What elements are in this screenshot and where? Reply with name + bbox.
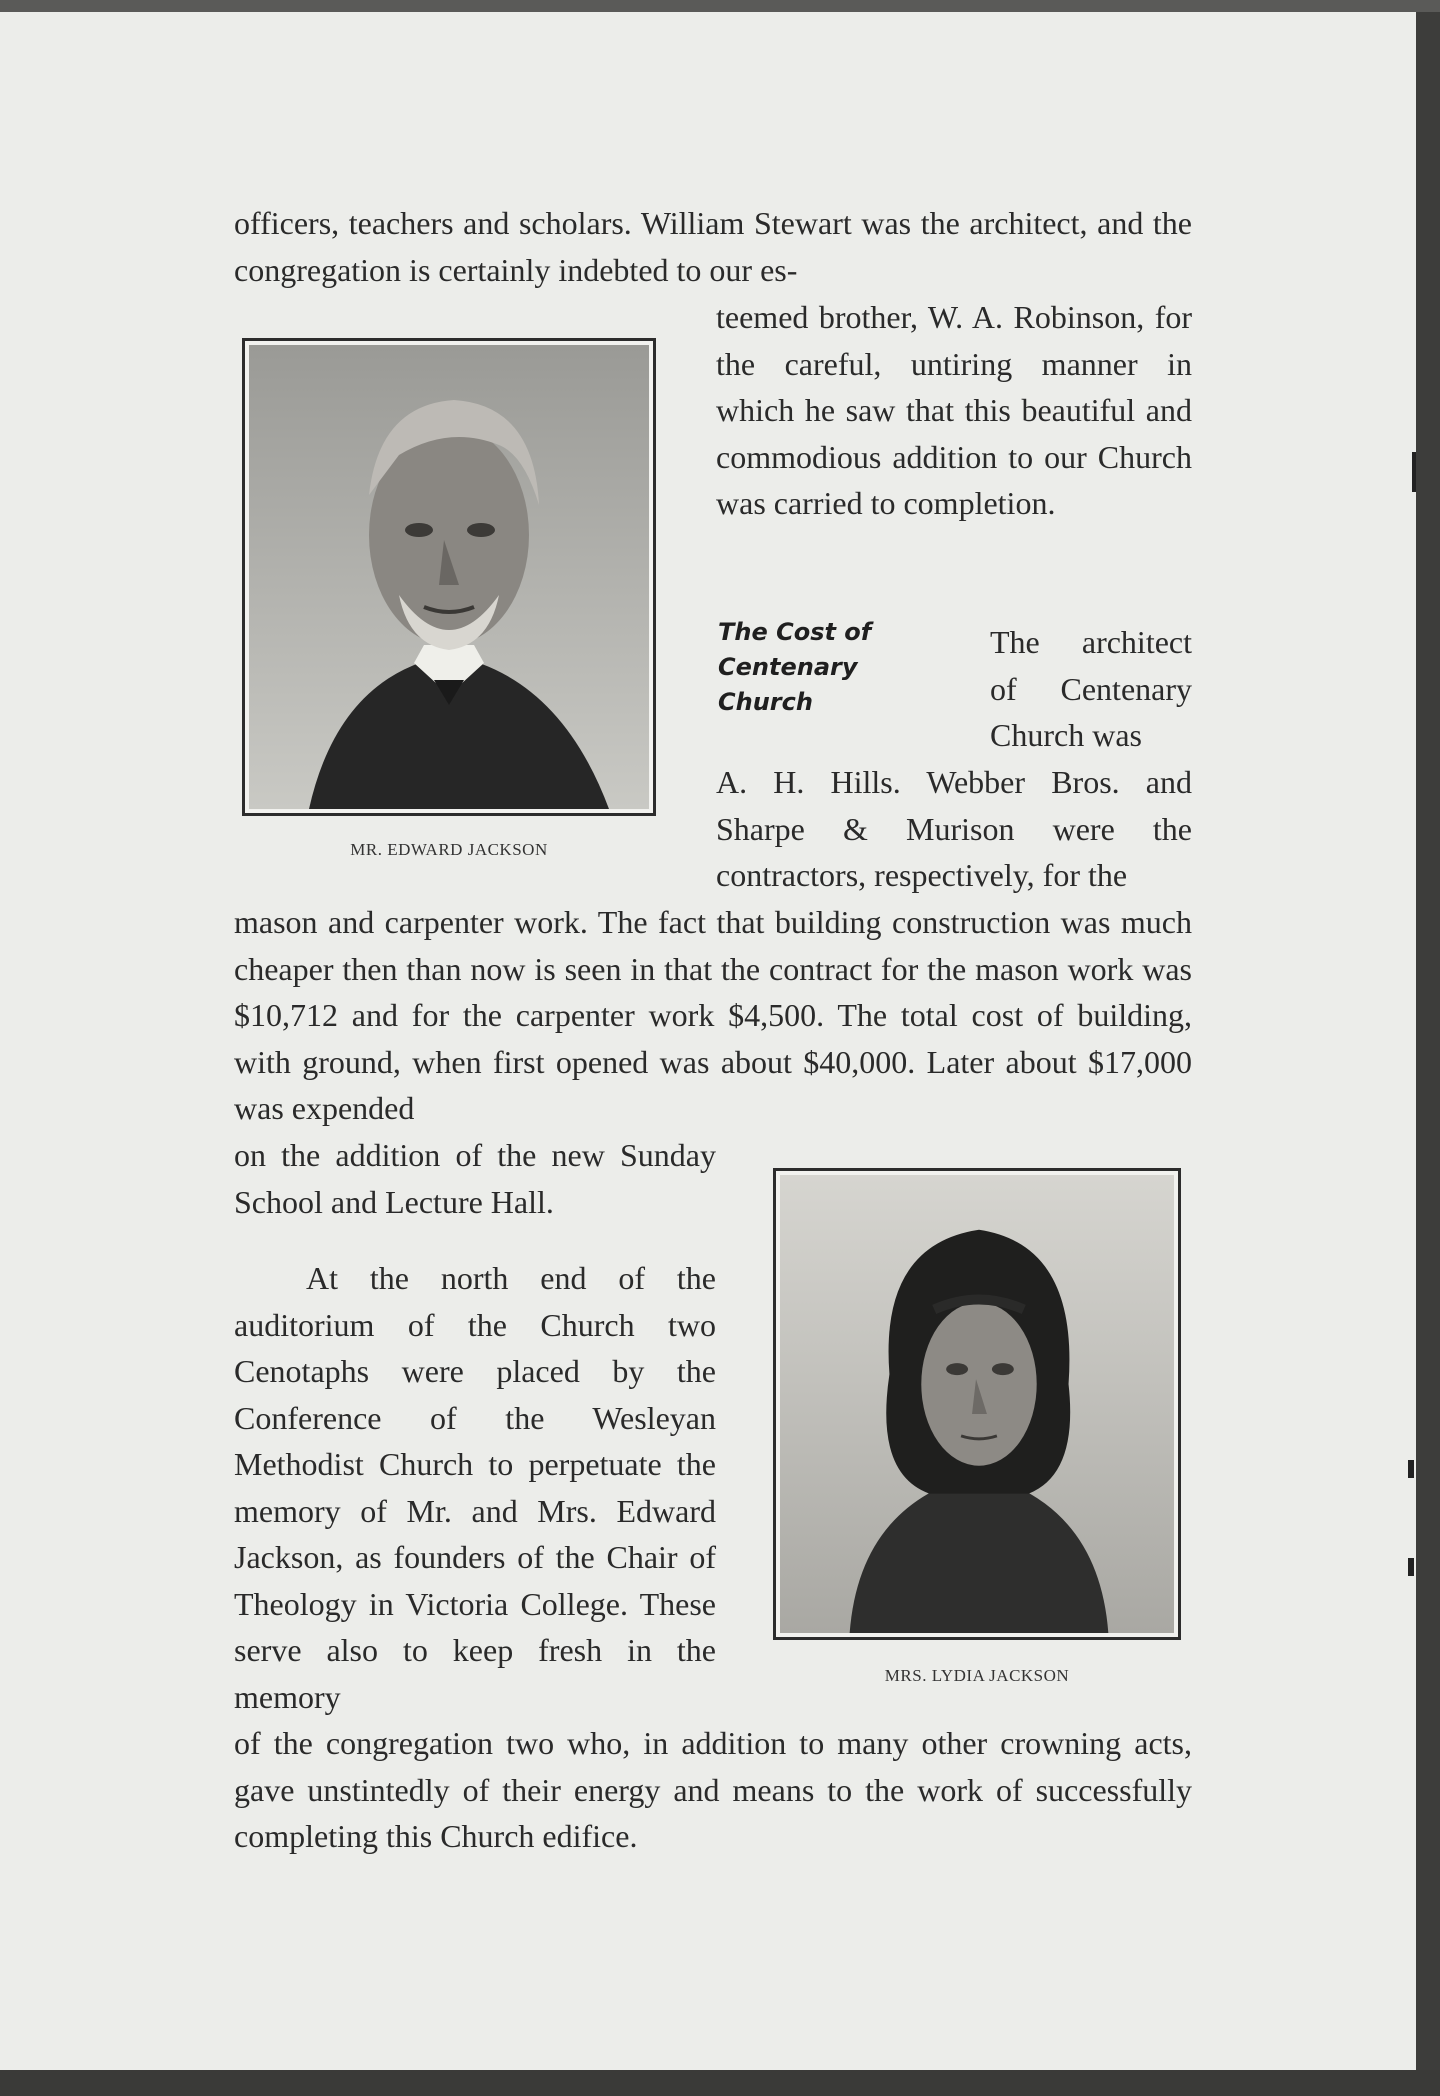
portrait-lydia-jackson [773,1168,1181,1640]
caption-lydia-jackson: MRS. LYDIA JACKSON [884,1666,1070,1685]
scan-edge-right [1416,12,1440,2070]
side-heading-cost: The Cost of Centenary Church [718,618,872,716]
scan-mark [1408,1558,1414,1576]
scan-mark [1408,1460,1414,1478]
paragraph-contractors: A. H. Hills. Webber Bros. and Sharpe & Murison were the contractors, respectively, for the [716,764,1192,893]
paragraph-construction-cost: mason and carpenter work. The fact that building construction was much cheaper then than now is seen in that the contract for the mason work was $10,712 and for the carpenter work $4,500. The total cost of building, with ground, when first opened was about $40,000. Later about $17,000 was expended [234,904,1192,1126]
caption-edward-jackson: MR. EDWARD JACKSON [350,840,548,859]
scan-edge-bottom [0,2070,1440,2096]
paragraph-architect-intro: officers, teachers and scholars. William Stewart was the architect, and the congregation is certainly indebted to our es- [234,205,1192,288]
paragraph-sunday-school: on the addition of the new Sunday School and Lecture Hall. [234,1137,716,1220]
paragraph-congregation: of the congregation two who, in addition to many other crowning acts, gave unstintedly of their energy and means to the work of successfully completing this Church edifice. [234,1725,1192,1854]
portrait-edward-jackson [242,338,656,816]
paragraph-cenotaphs: At the north end of the auditorium of the Church two Cenotaphs were placed by the Conference of the Wesleyan Methodist Church to perpetuate the memory of Mr. and Mrs. Edward Jackson, as founders of the Chair of Theology in Victoria College. These serve also to keep fresh in the memory [234,1260,716,1715]
paragraph-cost-start: The architect of Centenary Church was [990,624,1192,753]
paragraph-robinson: teemed brother, W. A. Robinson, for the careful, untiring manner in which he saw that this beautiful and commodious addition to our Church was carried to completion. [716,299,1192,521]
document-page [0,12,1416,2070]
